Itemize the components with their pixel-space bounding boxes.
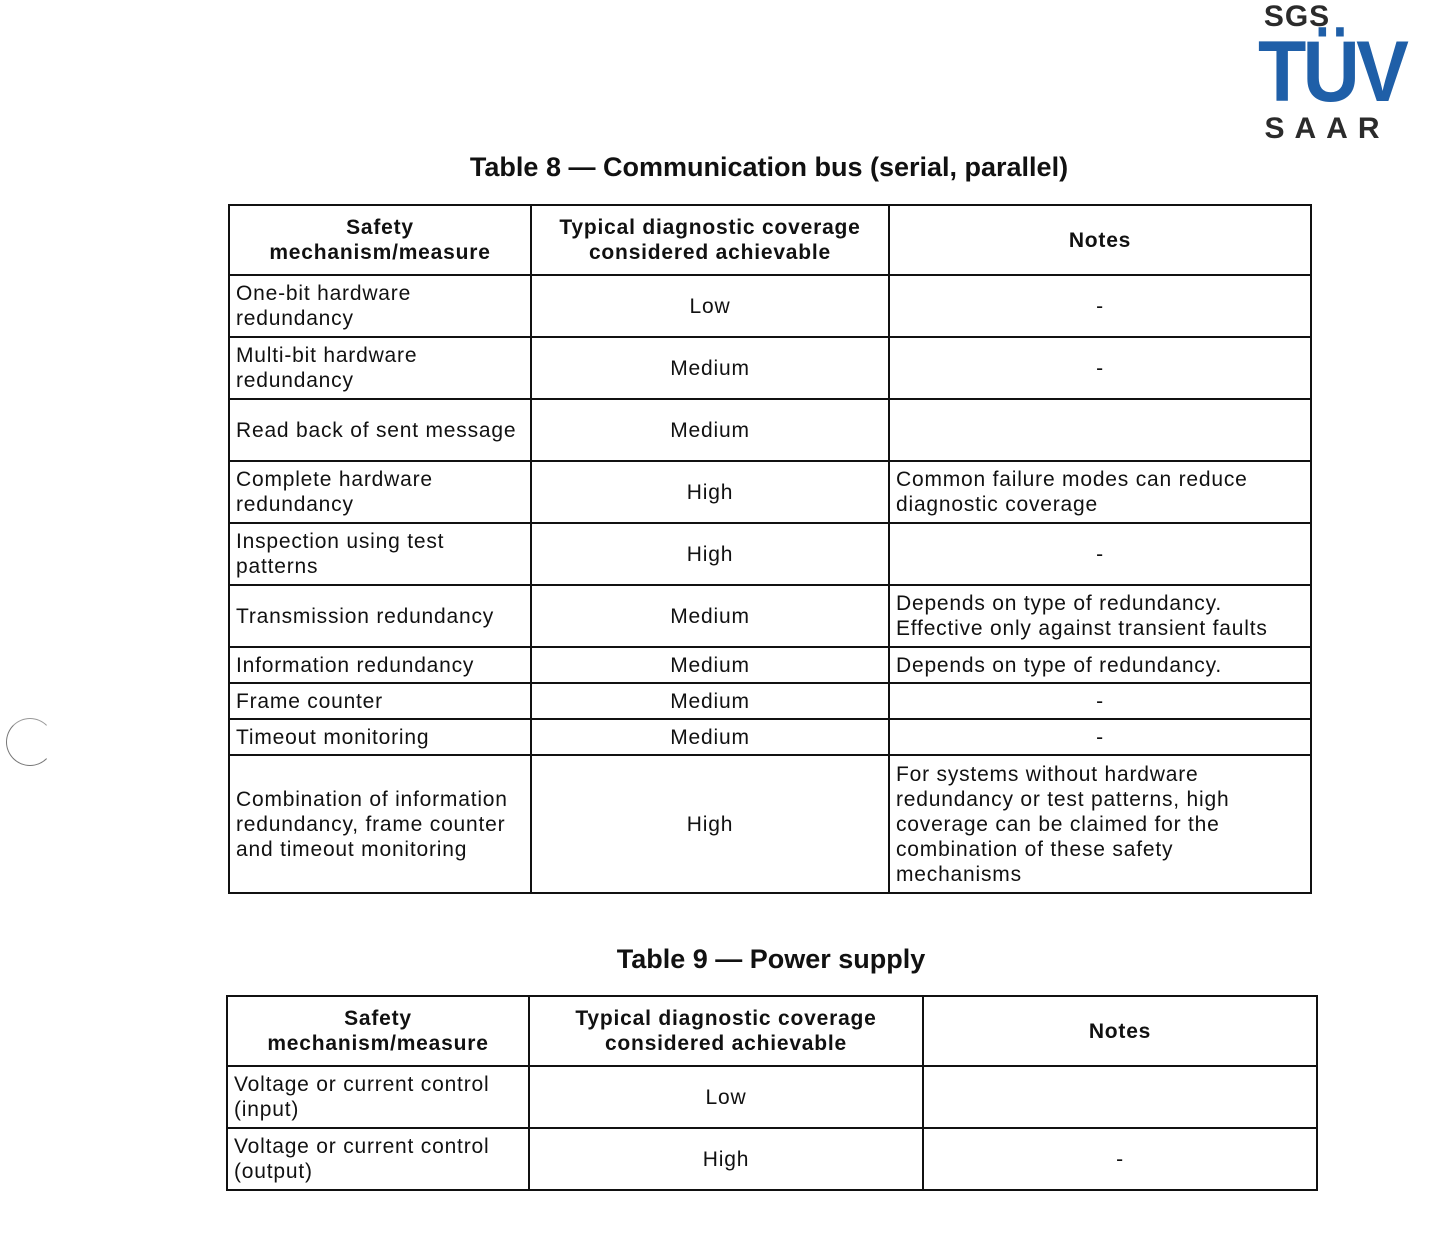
- table-9-title: Table 9 — Power supply: [616, 944, 926, 974]
- mechanism-cell: Inspection using test patterns: [229, 523, 531, 585]
- notes-cell: Common failure modes can reduce diagnostic coverage: [889, 461, 1311, 523]
- table-row: [227, 1066, 1317, 1128]
- notes-cell: -: [889, 337, 1311, 399]
- table-row: [229, 683, 1311, 719]
- mechanism-cell: Voltage or current control (output): [227, 1128, 529, 1190]
- table-row: [229, 719, 1311, 755]
- coverage-cell: High: [529, 1128, 923, 1190]
- notes-cell: -: [889, 683, 1311, 719]
- mechanism-cell: Frame counter: [229, 683, 531, 719]
- coverage-cell: Medium: [531, 719, 889, 755]
- table-row: [229, 461, 1311, 523]
- coverage-cell: Low: [531, 275, 889, 337]
- coverage-cell: Medium: [531, 647, 889, 683]
- mechanism-cell: Transmission redundancy: [229, 585, 531, 647]
- coverage-cell: Medium: [531, 399, 889, 461]
- table-9-power-supply: [226, 995, 1318, 1191]
- mechanism-cell: Information redundancy: [229, 647, 531, 683]
- notes-cell: -: [889, 719, 1311, 755]
- table-9-header-coverage: Typical diagnostic coverage considered achievable: [529, 996, 923, 1066]
- mechanism-cell: Read back of sent message: [229, 399, 531, 461]
- mechanism-cell: Timeout monitoring: [229, 719, 531, 755]
- table-row: [229, 647, 1311, 683]
- sgs-tuv-saar-logo: [1252, 0, 1406, 145]
- notes-cell: -: [889, 523, 1311, 585]
- table-row: [229, 275, 1311, 337]
- coverage-cell: High: [531, 755, 889, 893]
- mechanism-cell: One-bit hardware redundancy: [229, 275, 531, 337]
- table-9-header-mechanism: Safety mechanism/measure: [227, 996, 529, 1066]
- coverage-cell: Medium: [531, 337, 889, 399]
- punch-hole-mark: [6, 718, 54, 766]
- table-8-header-notes: Notes: [889, 205, 1311, 275]
- notes-cell: -: [923, 1128, 1317, 1190]
- table-8-title: Table 8 — Communication bus (serial, parallel): [469, 152, 1069, 182]
- coverage-cell: Medium: [531, 585, 889, 647]
- table-row: [227, 1128, 1317, 1190]
- notes-cell: For systems without hardware redundancy or test patterns, high coverage can be claimed for the combination of these safety mechanisms: [889, 755, 1311, 893]
- logo-line-sgs: SGS: [1263, 0, 1331, 33]
- notes-cell: [923, 1066, 1317, 1128]
- mechanism-cell: Combination of information redundancy, frame counter and timeout monitoring: [229, 755, 531, 893]
- table-9-header-row: [227, 996, 1317, 1066]
- table-row: [229, 755, 1311, 893]
- notes-cell: [889, 399, 1311, 461]
- table-8-communication-bus: [228, 204, 1312, 894]
- table-9-header-notes: Notes: [923, 996, 1317, 1066]
- table-8-header-mechanism: Safety mechanism/measure: [229, 205, 531, 275]
- coverage-cell: High: [531, 523, 889, 585]
- notes-cell: Depends on type of redundancy.: [889, 647, 1311, 683]
- table-8-header-row: [229, 205, 1311, 275]
- mechanism-cell: Complete hardware redundancy: [229, 461, 531, 523]
- table-row: [229, 399, 1311, 461]
- table-row: [229, 337, 1311, 399]
- table-row: [229, 585, 1311, 647]
- mechanism-cell: Voltage or current control (input): [227, 1066, 529, 1128]
- logo-line-tuv: TÜV: [1258, 24, 1406, 120]
- coverage-cell: Low: [529, 1066, 923, 1128]
- table-8-header-coverage: Typical diagnostic coverage considered achievable: [531, 205, 889, 275]
- notes-cell: Depends on type of redundancy. Effective only against transient faults: [889, 585, 1311, 647]
- coverage-cell: Medium: [531, 683, 889, 719]
- notes-cell: -: [889, 275, 1311, 337]
- mechanism-cell: Multi-bit hardware redundancy: [229, 337, 531, 399]
- coverage-cell: High: [531, 461, 889, 523]
- table-row: [229, 523, 1311, 585]
- logo-line-saar: SAAR: [1264, 112, 1390, 145]
